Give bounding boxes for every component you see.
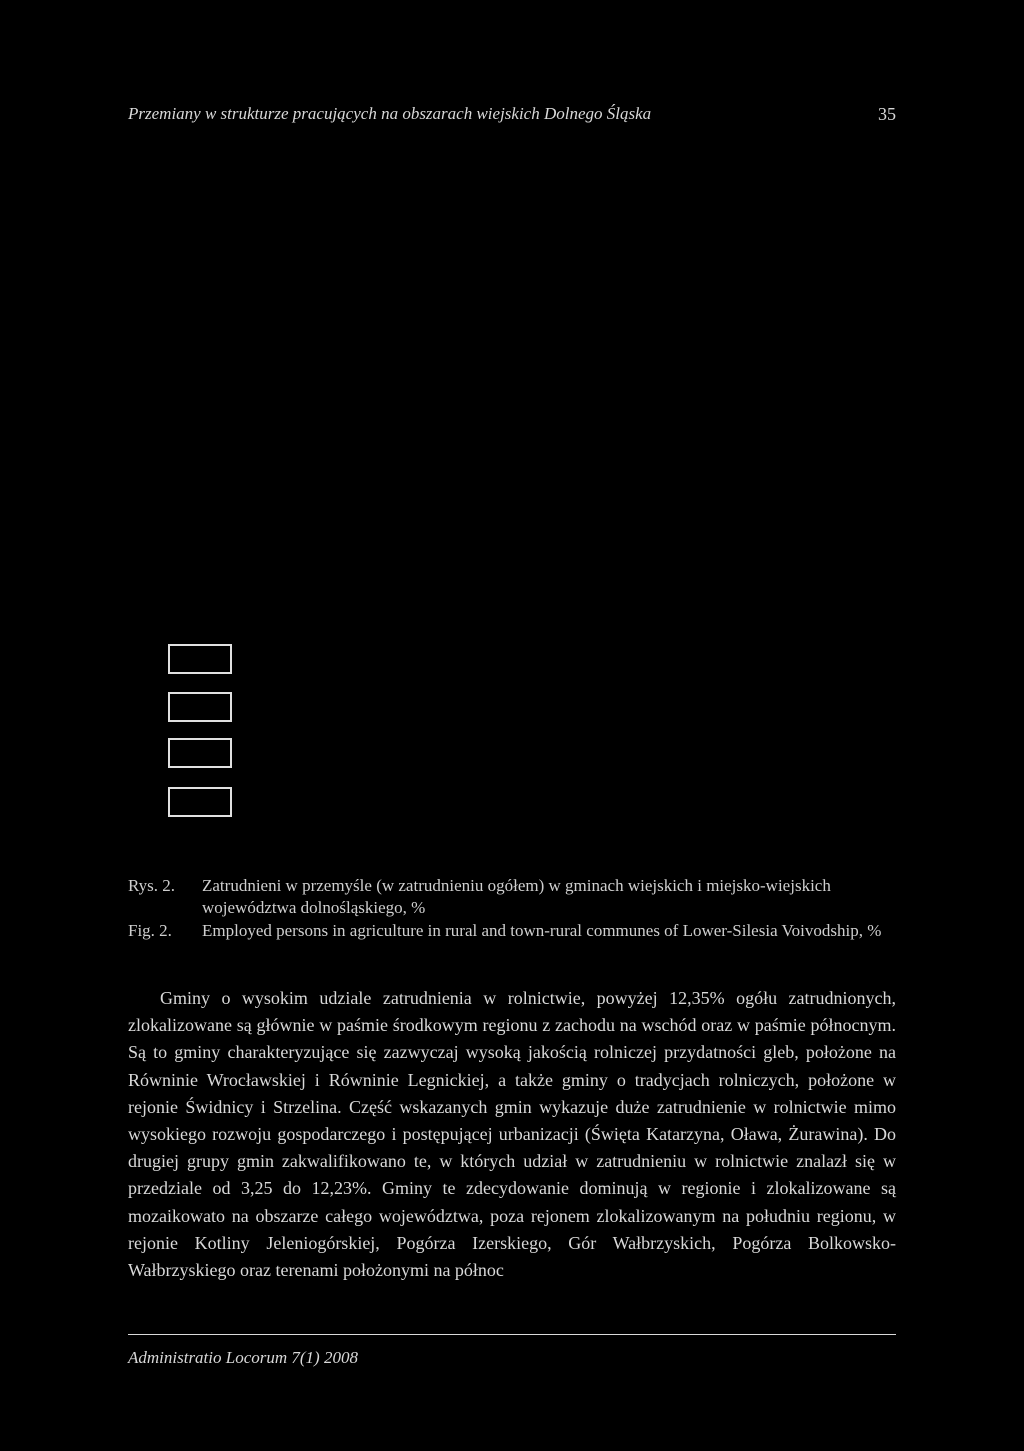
running-header-title: Przemiany w strukturze pracujących na obszarach wiejskich Dolnego Śląska — [128, 104, 652, 123]
legend-box-1 — [168, 644, 232, 674]
page-number: 35 — [878, 104, 896, 124]
running-header — [128, 104, 896, 124]
caption-text: Zatrudnieni w przemyśle (w zatrudnieniu ogółem) w gminach wiejskich i miejsko-wiejskich województwa dolnośląskiego, % — [202, 876, 831, 917]
figure-caption-english — [128, 920, 898, 942]
body-paragraph: Gminy o wysokim udziale zatrudnienia w rolnictwie, powyżej 12,35% ogółu zatrudnionych, zlokalizowane są głównie w paśmie środkowym regionu z zachodu na wschód oraz w paśmie północnym. Są to gminy charakteryzujące się zazwyczaj wysoką jakością rolniczej przydatności gleb, położone na Równinie Wrocławskiej i Równinie Legnickiej, a także gminy o tradycjach rolniczych, położone w rejonie Świdnicy i Strzelina. Część wskazanych gmin wykazuje duże zatrudnienie w rolnictwie mimo wysokiego rozwoju gospodarczego i postępującej urbanizacji (Święta Katarzyna, Oława, Żurawina). Do drugiej grupy gmin zakwalifikowano te, w których udział w zatrudnieniu w rolnictwie znalazł się w przedziale od 3,25 do 12,23%. Gminy te zdecydowanie dominują w regionie i zlokalizowane są mozaikowato na obszarze całego województwa, poza rejonem zlokalizowanym na południu regionu, w rejonie Kotliny Jeleniogórskiej, Pogórza Izerskiego, Gór Wałbrzyskich, Pogórza Bolkowsko-Wałbrzyskiego oraz terenami położonymi na północ — [128, 988, 896, 1281]
legend-box-2 — [168, 692, 232, 722]
caption-text: Employed persons in agriculture in rural and town-rural communes of Lower-Silesia Voivodship, % — [202, 921, 882, 940]
footer-rule — [128, 1334, 896, 1335]
figure-caption-polish — [128, 875, 898, 919]
legend-box-4 — [168, 787, 232, 817]
caption-label: Rys. 2. — [128, 876, 176, 895]
footer-journal: Administratio Locorum 7(1) 2008 — [128, 1348, 358, 1367]
legend-box-3 — [168, 738, 232, 768]
caption-label: Fig. 2. — [128, 921, 172, 940]
